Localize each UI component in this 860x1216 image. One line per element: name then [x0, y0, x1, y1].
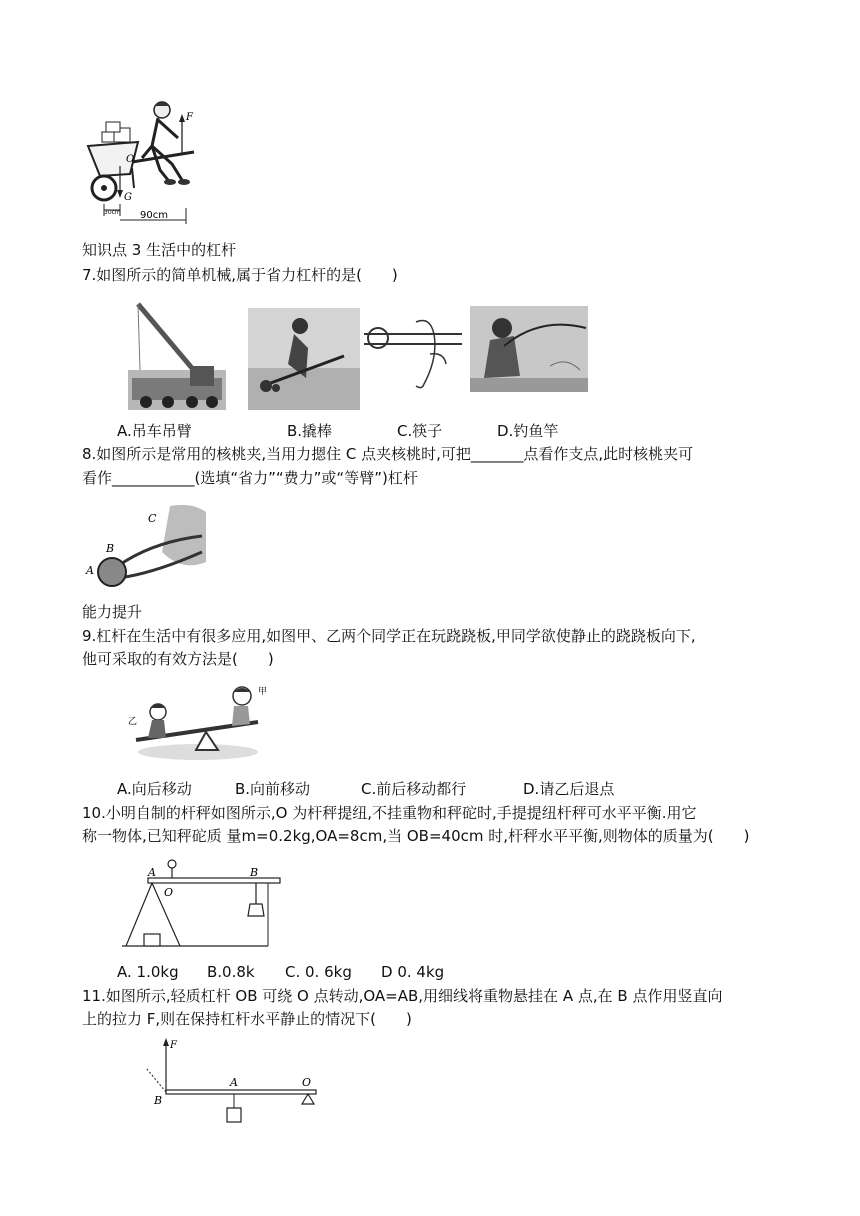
q10-option-b[interactable]: B.0.8k	[207, 963, 255, 981]
lever-label-f: F	[170, 1040, 177, 1051]
seesaw-label-yi: 乙	[128, 717, 138, 727]
nutcracker-label-c: C	[148, 512, 157, 525]
q10-option-c[interactable]: C. 0. 6kg	[285, 963, 352, 981]
q9-options	[0, 779, 860, 799]
crowbar-image	[248, 308, 360, 410]
wheelbarrow-dim-large: 90cm	[140, 210, 168, 221]
steelyard-label-o: O	[164, 886, 174, 899]
q7-option-b[interactable]: B.撬棒	[287, 422, 333, 440]
q9-option-d[interactable]: D.请乙后退点	[523, 780, 615, 798]
q8-line1: 8.如图所示是常用的核桃夹,当用力摁住 C 点夹核桃时,可把_______点看作支点,此时核桃夹可	[82, 445, 694, 463]
nutcracker-image	[82, 502, 208, 594]
q11-line1: 11.如图所示,轻质杠杆 OB 可绕 O 点转动,OA=AB,用细线将重物悬挂在 A 点,在 B 点作用竖直向	[82, 987, 723, 1005]
fishing-rod-image	[470, 306, 588, 392]
q9-line1: 9.杠杆在生活中有很多应用,如图甲、乙两个同学正在玩跷跷板,甲同学欲使静止的跷跷板向下,	[82, 627, 696, 645]
ability-heading: 能力提升	[82, 603, 143, 621]
q7-option-d[interactable]: D.钓鱼竿	[497, 422, 559, 440]
chopsticks-image	[364, 314, 462, 394]
wheelbarrow-dim-small: 30cm	[104, 209, 121, 216]
q10-line1: 10.小明自制的杆秤如图所示,O 为杆秤提纽,不挂重物和秤砣时,手提提纽杆秤可水平平衡.用它	[82, 804, 697, 822]
q11-line2: 上的拉力 F,则在保持杠杆水平静止的情况下( )	[82, 1010, 412, 1028]
wheelbarrow-label-o: O	[126, 154, 135, 165]
wheelbarrow-label-g: G	[124, 192, 132, 203]
lever-label-o: O	[302, 1076, 312, 1089]
steelyard-label-a: A	[148, 866, 156, 879]
q7-option-a[interactable]: A.吊车吊臂	[117, 422, 192, 440]
seesaw-image	[118, 678, 278, 768]
q10-option-d[interactable]: D 0. 4kg	[381, 963, 445, 981]
q7-stem: 7.如图所示的简单机械,属于省力杠杆的是( )	[82, 266, 398, 284]
nutcracker-label-a: A	[86, 564, 94, 577]
section3-heading: 知识点 3 生活中的杠杆	[82, 241, 237, 259]
q8-line2: 看作___________(选填“省力”“费力”或“等臂”)杠杆	[82, 469, 418, 487]
wheelbarrow-label-f: F	[186, 112, 193, 123]
q10-line2: 称一物体,已知秤砣质 量m=0.2kg,OA=8cm,当 OB=40cm 时,杆秤水平平衡,则物体的质量为( )	[82, 827, 750, 845]
lever-label-a: A	[230, 1076, 238, 1089]
q9-option-c[interactable]: C.前后移动都行	[361, 780, 467, 798]
q10-options	[0, 962, 860, 982]
q9-option-a[interactable]: A.向后移动	[117, 780, 192, 798]
lever-label-b: B	[154, 1094, 163, 1107]
steelyard-figure	[118, 854, 282, 956]
crane-image	[128, 300, 226, 410]
q9-line2: 他可采取的有效方法是( )	[82, 650, 274, 668]
q7-options	[0, 421, 860, 441]
q10-option-a[interactable]: A. 1.0kg	[117, 963, 179, 981]
nutcracker-label-b: B	[106, 542, 115, 555]
q9-option-b[interactable]: B.向前移动	[235, 780, 311, 798]
lever-figure	[142, 1034, 332, 1130]
q7-option-c[interactable]: C.筷子	[397, 422, 443, 440]
seesaw-label-jia: 甲	[258, 687, 268, 697]
wheelbarrow-figure	[82, 96, 208, 228]
steelyard-label-b: B	[250, 866, 259, 879]
